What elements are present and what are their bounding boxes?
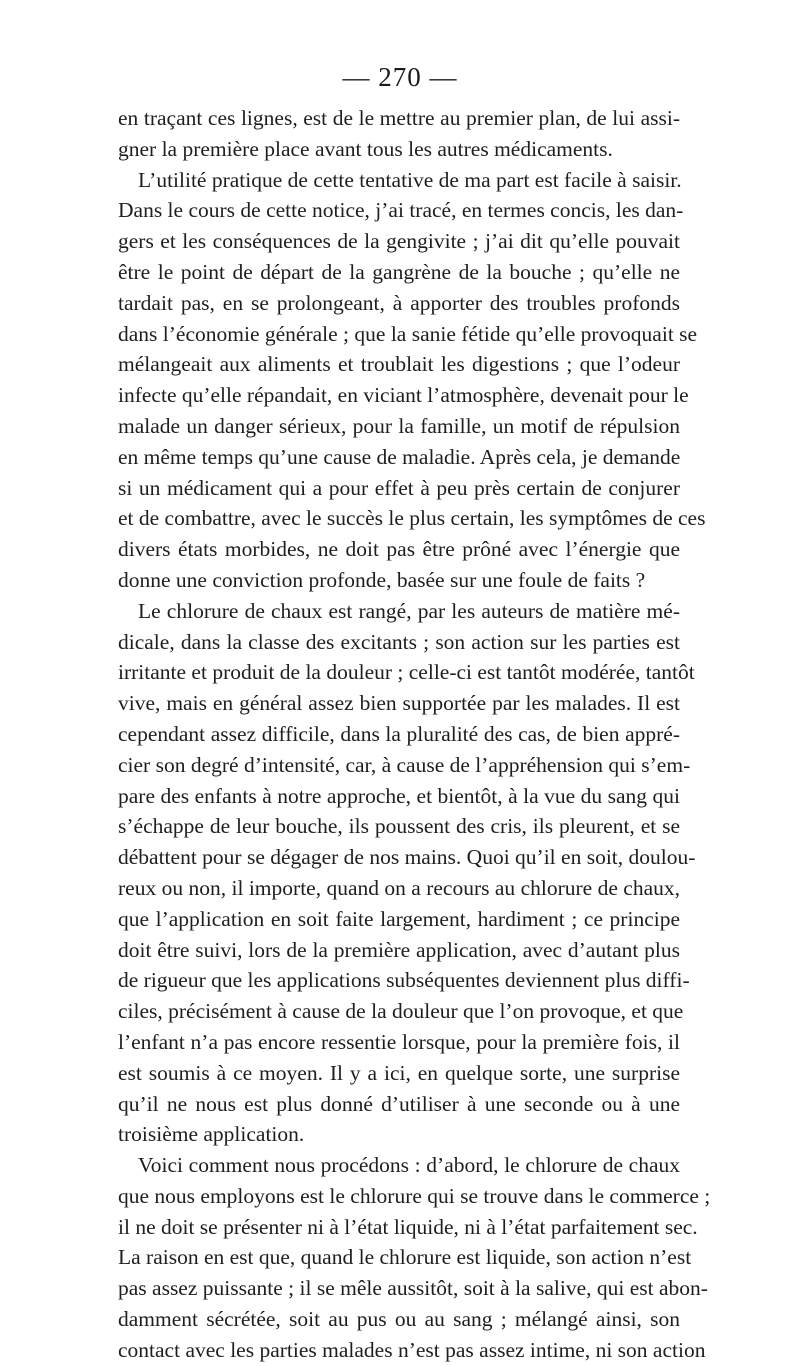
text-line: Dans le cours de cette notice, j’ai tracé, en termes concis, les dan- [118,198,684,223]
text-line: tardait pas, en se prolongeant, à apporter des troubles profonds [118,290,680,315]
text-line: La raison en est que, quand le chlorure est liquide, son action n’est [118,1245,692,1270]
text-line: dans l’économie générale ; que la sanie fétide qu’elle provoquait se [118,321,698,346]
text-line: pas assez puissante ; il se mêle aussitôt, soit à la salive, qui est abon- [118,1276,708,1301]
text-line: Le chlorure de chaux est rangé, par les auteurs de matière mé- [138,598,680,623]
text-line: gner la première place avant tous les autres médicaments. [118,136,613,161]
text-line: donne une conviction profonde, basée sur une foule de faits ? [118,567,646,592]
text-line: mélangeait aux aliments et troublait les digestions ; que l’odeur [118,352,680,377]
text-line: pare des enfants à notre approche, et bientôt, à la vue du sang qui [118,783,680,808]
text-line: qu’il ne nous est plus donné d’utiliser à une seconde ou à une [118,1091,680,1116]
text-line: en traçant ces lignes, est de le mettre au premier plan, de lui assi- [118,106,680,130]
text-line: infecte qu’elle répandait, en viciant l’atmosphère, devenait pour le [118,383,689,408]
text-line: et de combattre, avec le succès le plus certain, les symptômes de ces [118,506,706,531]
text-line: malade un danger sérieux, pour la famille, un motif de répulsion [118,413,680,438]
text-line: reux ou non, il importe, quand on a recours au chlorure de chaux, [118,875,680,900]
text-line: que l’application en soit faite largement, hardiment ; ce principe [118,906,680,931]
text-line: damment sécrétée, soit au pus ou au sang ; mélangé ainsi, son [118,1307,680,1332]
text-line: il ne doit se présenter ni à l’état liquide, ni à l’état parfaitement sec. [118,1214,698,1239]
text-line: est soumis à ce moyen. Il y a ici, en quelque sorte, une surprise [118,1060,680,1085]
text-line: Voici comment nous procédons : d’abord, le chlorure de chaux [138,1153,680,1178]
text-line: que nous employons est le chlorure qui se trouve dans le commerce ; [118,1183,711,1208]
text-line: vive, mais en général assez bien supportée par les malades. Il est [118,691,680,716]
page-number: — 270 — [342,62,458,92]
text-line: s’échappe de leur bouche, ils poussent des cris, ils pleurent, et se [118,814,680,839]
text-line: ciles, précisément à cause de la douleur que l’on provoque, et que [118,999,684,1024]
text-line: doit être suivi, lors de la première application, avec d’autant plus [118,937,680,962]
text-line: cependant assez difficile, dans la pluralité des cas, de bien appré- [118,721,680,746]
text-line: de rigueur que les applications subséquentes deviennent plus diffi- [118,968,690,993]
text-line: dicale, dans la classe des excitants ; son action sur les parties est [118,629,680,654]
text-line: irritante et produit de la douleur ; celle-ci est tantôt modérée, tantôt [118,660,695,685]
text-line: divers états morbides, ne doit pas être prôné avec l’énergie que [118,537,680,562]
text-line: débattent pour se dégager de nos mains. Quoi qu’il en soit, doulou- [118,845,696,870]
body-text [118,103,711,1366]
text-line: en même temps qu’une cause de maladie. Après cela, je demande [118,444,681,469]
text-line: gers et les conséquences de la gengivite ; j’ai dit qu’elle pouvait [118,229,680,254]
text-line: troisième application. [118,1122,305,1147]
text-line: l’enfant n’a pas encore ressentie lorsque, pour la première fois, il [118,1029,680,1054]
text-line: être le point de départ de la gangrène de la bouche ; qu’elle ne [118,259,680,284]
text-line: cier son degré d’intensité, car, à cause de l’appréhension qui s’em- [118,752,691,777]
text-line: contact avec les parties malades n’est pas assez intime, ni son action [118,1337,706,1362]
text-line: si un médicament qui a pour effet à peu près certain de conjurer [118,475,680,500]
text-line: L’utilité pratique de cette tentative de ma part est facile à saisir. [138,167,682,192]
